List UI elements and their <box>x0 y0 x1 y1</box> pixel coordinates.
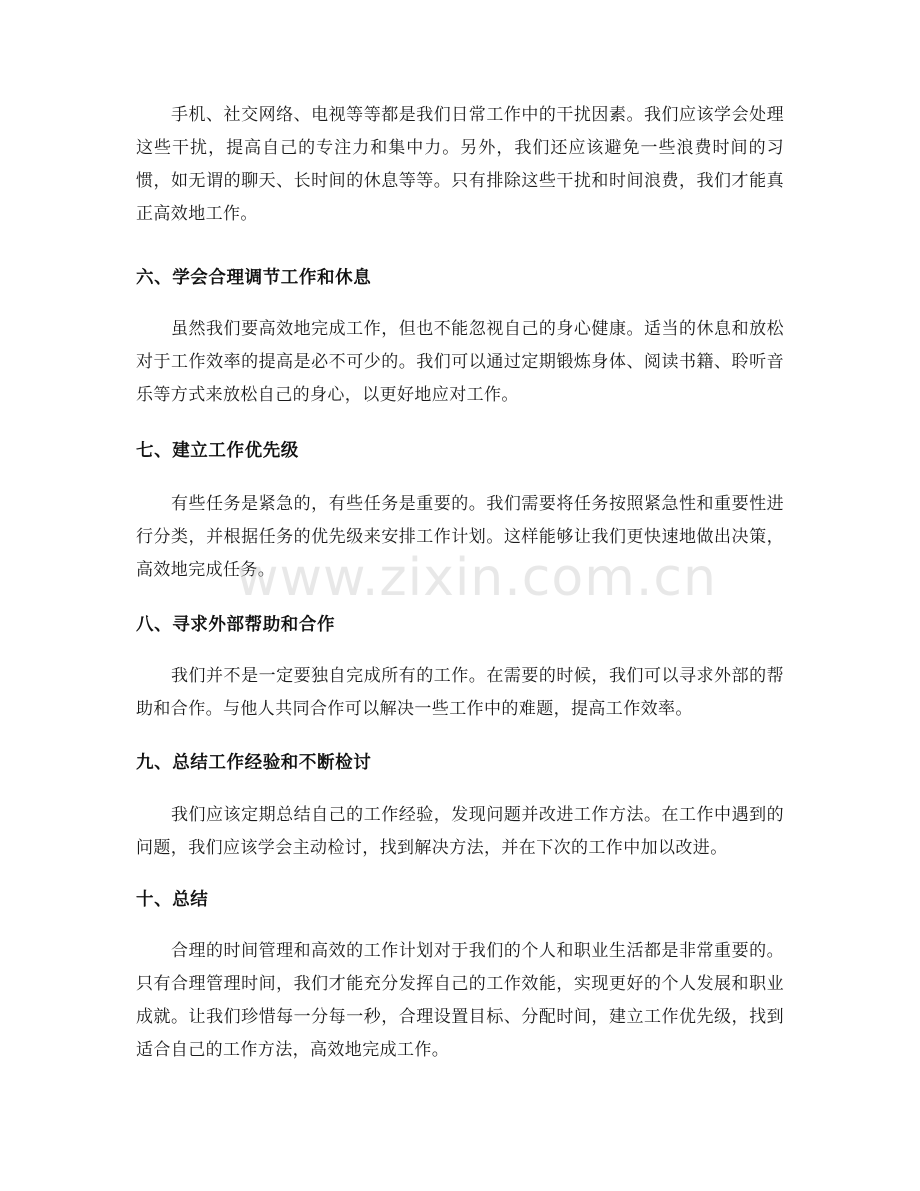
paragraph-conclusion: 合理的时间管理和高效的工作计划对于我们的个人和职业生活都是非常重要的。只有合理管理时间，我们才能充分发挥自己的工作效能，实现更好的个人发展和职业成就。让我们珍惜每一分每一秒，合理设置目标、分配时间，建立工作优先级，找到适合自己的工作方法，高效地完成工作。 <box>136 941 784 1060</box>
heading-section-9: 九、总结工作经验和不断检讨 <box>136 753 372 773</box>
heading-section-10: 十、总结 <box>136 890 209 910</box>
heading-section-7: 七、建立工作优先级 <box>136 441 299 461</box>
heading-section-6: 六、学会合理调节工作和休息 <box>136 268 372 288</box>
watermark-text: www.zixin.com.cn <box>236 548 717 608</box>
paragraph-priorities: 有些任务是紧急的，有些任务是重要的。我们需要将任务按照紧急性和重要性进行分类，并根据任务的优先级来安排工作计划。这样能够让我们更快速地做出决策，高效地完成任务。 <box>136 494 784 580</box>
paragraph-rest-balance: 虽然我们要高效地完成工作，但也不能忽视自己的身心健康。适当的休息和放松对于工作效率的提高是必不可少的。我们可以通过定期锻炼身体、阅读书籍、聆听音乐等方式来放松自己的身心，以更好地应对工作。 <box>136 319 784 405</box>
paragraph-review: 我们应该定期总结自己的工作经验，发现问题并改进工作方法。在工作中遇到的问题，我们应该学会主动检讨，找到解决方法，并在下次的工作中加以改进。 <box>136 805 784 858</box>
paragraph-distractions: 手机、社交网络、电视等等都是我们日常工作中的干扰因素。我们应该学会处理这些干扰，提高自己的专注力和集中力。另外，我们还应该避免一些浪费时间的习惯，如无谓的聊天、长时间的休息等等。只有排除这些干扰和时间浪费，我们才能真正高效地工作。 <box>136 105 784 224</box>
paragraph-external-help: 我们并不是一定要独自完成所有的工作。在需要的时候，我们可以寻求外部的帮助和合作。与他人共同合作可以解决一些工作中的难题，提高工作效率。 <box>136 666 784 719</box>
heading-section-8: 八、寻求外部帮助和合作 <box>136 615 336 635</box>
